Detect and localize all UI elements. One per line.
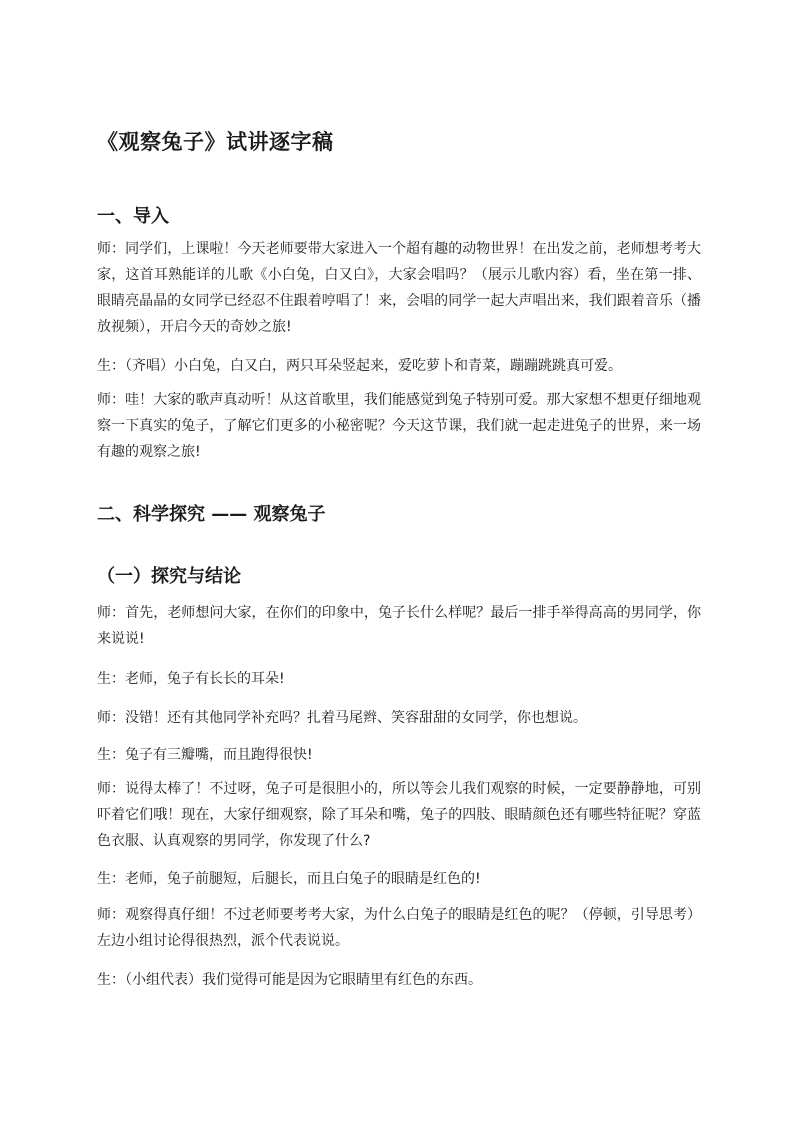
paragraph: 生：兔子有三瓣嘴，而且跑得很快! <box>97 747 313 763</box>
paragraph: 生：（齐唱）小白兔，白又白，两只耳朵竖起来，爱吃萝卜和青菜，蹦蹦跳跳真可爱。 <box>97 358 622 374</box>
paragraph: 师：同学们，上课啦！今天老师要带大家进入一个超有趣的动物世界！在出发之前，老师想考考大家，这首耳熟能详的儿歌《小白兔，白又白》，大家会唱吗？（展示儿歌内容）看，坐在第一排、眼睛亮晶晶的女同学已经忍不住跟着哼唱了！来，会唱的同学一起大声唱出来，我们跟着音乐（播放视频），开启今天的奇妙之旅! <box>97 241 701 335</box>
section-heading-intro: 一、导入 <box>97 206 169 227</box>
paragraph: 师：首先，老师想问大家，在你们的印象中，兔子长什么样呢？最后一排手举得高高的男同学，你来说说! <box>97 605 701 647</box>
section-heading-explore: 二、科学探究 —— 观察兔子 <box>97 504 326 525</box>
paragraph: 生：老师，兔子前腿短，后腿长，而且白兔子的眼睛是红色的! <box>97 871 481 887</box>
subsection-heading-inquiry: （一）探究与结论 <box>97 566 241 587</box>
document-title: 《观察兔子》试讲逐字稿 <box>97 130 334 154</box>
paragraph: 师：哇！大家的歌声真动听！从这首歌里，我们能感觉到兔子特别可爱。那大家想不想更仔细地观察一下真实的兔子，了解它们更多的小秘密呢？今天这节课，我们就一起走进兔子的世界，来一场有趣的观察之旅! <box>97 392 701 460</box>
paragraph: 生：老师，兔子有长长的耳朵! <box>97 671 285 687</box>
paragraph: 生：（小组代表）我们觉得可能是因为它眼睛里有红色的东西。 <box>97 972 482 988</box>
paragraph: 师：观察得真仔细！不过老师要考考大家，为什么白兔子的眼睛是红色的呢？（停顿，引导思考）左边小组讨论得很热烈，派个代表说说。 <box>97 907 701 949</box>
paragraph: 师：说得太棒了！不过呀，兔子可是很胆小的，所以等会儿我们观察的时候，一定要静静地，可别吓着它们哦！现在，大家仔细观察，除了耳朵和嘴，兔子的四肢、眼睛颜色还有哪些特征呢？穿蓝色衣服、认真观察的男同学，你发现了什么? <box>97 781 701 849</box>
paragraph: 师：没错！还有其他同学补充吗？扎着马尾辫、笑容甜甜的女同学，你也想说。 <box>97 710 587 726</box>
